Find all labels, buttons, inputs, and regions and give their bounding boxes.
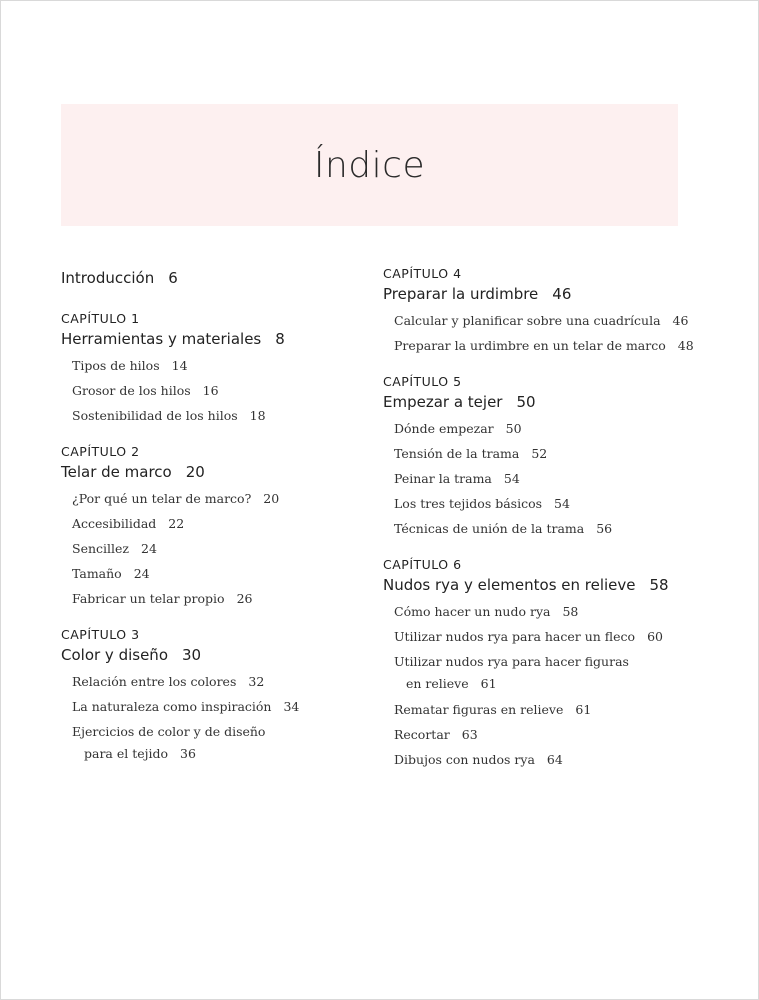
entry-text: Fabricar un telar propio [72,591,225,606]
chapter-title-text: Herramientas y materiales [61,330,262,348]
toc-entry[interactable] [61,536,361,561]
toc-entry[interactable] [383,722,713,747]
toc-intro[interactable] [61,266,361,291]
entry-text: Dibujos con nudos rya [394,752,535,767]
chapter-title-text: Preparar la urdimbre [383,285,539,303]
chapter-title[interactable] [383,282,713,306]
entry-text: ¿Por qué un telar de marco? [72,491,252,506]
entry-page: 54 [503,471,520,486]
chapter-label: CAPÍTULO 1 [61,311,140,326]
entry-text: Grosor de los hilos [72,383,191,398]
entry-page: 64 [546,752,563,767]
toc-entry[interactable] [383,516,713,541]
toc-entry[interactable] [383,491,713,516]
chapter-title[interactable] [61,327,361,351]
entry-text: Sencillez [72,541,129,556]
chapter-1 [61,311,361,428]
toc-entry[interactable] [61,486,361,511]
chapter-3 [61,627,361,767]
page-title: Índice [313,144,426,186]
chapter-label: CAPÍTULO 6 [383,557,462,572]
entry-page: 34 [283,699,300,714]
toc-left-column [61,266,361,767]
chapter-2 [61,444,361,611]
entry-text: Sostenibilidad de los hilos [72,408,238,423]
chapter-4 [383,266,713,358]
chapter-5 [383,374,713,541]
entry-text: Los tres tejidos básicos [394,496,543,511]
toc-right-column [383,266,713,772]
entry-page: 24 [141,541,157,556]
entry-page: 26 [236,591,253,606]
intro-label: Introducción [61,269,155,287]
entry-text: Cómo hacer un nudo rya [394,604,551,619]
entry-page: 56 [596,521,613,536]
chapter-title-text: Empezar a tejer [383,393,503,411]
chapter-title[interactable] [383,573,713,597]
chapter-label: CAPÍTULO 3 [61,627,140,642]
toc-entry[interactable] [383,599,713,624]
chapter-6 [383,557,713,772]
entry-page: 50 [505,421,522,436]
entry-text: Preparar la urdimbre en un telar de marco [394,338,666,353]
toc-entry[interactable] [61,586,361,611]
entry-page: 36 [180,746,196,761]
toc-entry[interactable] [61,353,361,378]
chapter-page: 50 [516,393,536,411]
chapter-label: CAPÍTULO 5 [383,374,462,389]
entry-text-continued: en relieve [406,676,469,691]
entry-page: 60 [647,629,663,644]
entry-text: Recortar [394,727,450,742]
chapter-title-text: Telar de marco [61,463,172,481]
entry-text: Relación entre los colores [72,674,237,689]
chapter-page: 58 [649,576,669,594]
entry-page: 63 [461,727,478,742]
entry-page: 22 [168,516,185,531]
chapter-page: 30 [182,646,202,664]
toc-entry[interactable] [383,416,713,441]
toc-entry[interactable] [61,694,361,719]
toc-entry[interactable] [383,308,713,333]
entry-page: 61 [575,702,592,717]
toc-entry[interactable] [61,561,361,586]
entry-text: Utilizar nudos rya para hacer figuras [394,654,629,669]
entry-page: 18 [249,408,266,423]
toc-entry[interactable] [61,719,361,767]
toc-entry[interactable] [383,649,713,697]
entry-page: 54 [554,496,570,511]
chapter-label: CAPÍTULO 4 [383,266,462,281]
entry-page: 20 [263,491,280,506]
entry-text: Rematar figuras en relieve [394,702,564,717]
entry-text: Tipos de hilos [72,358,160,373]
toc-entry[interactable] [383,624,713,649]
toc-entry[interactable] [383,747,713,772]
entry-text-continued: para el tejido [84,746,169,761]
title-banner [61,104,678,226]
chapter-page: 20 [185,463,205,481]
entry-page: 48 [677,338,694,353]
chapter-title[interactable] [61,460,361,484]
toc-entry[interactable] [383,333,713,358]
entry-text: Técnicas de unión de la trama [394,521,585,536]
entry-text: Tensión de la trama [394,446,520,461]
entry-page: 61 [480,676,497,691]
chapter-page: 46 [552,285,572,303]
entry-page: 52 [531,446,548,461]
toc-entry[interactable] [61,403,361,428]
entry-text: Calcular y planificar sobre una cuadrícula [394,313,661,328]
entry-page: 32 [248,674,265,689]
chapter-page: 8 [275,330,285,348]
entry-page: 16 [202,383,219,398]
entry-text: Utilizar nudos rya para hacer un fleco [394,629,636,644]
chapter-title-text: Nudos rya y elementos en relieve [383,576,636,594]
entry-page: 24 [133,566,150,581]
entry-text: Tamaño [72,566,122,581]
toc-entry[interactable] [61,669,361,694]
toc-entry[interactable] [61,378,361,403]
chapter-label: CAPÍTULO 2 [61,444,140,459]
intro-page: 6 [168,269,178,287]
chapter-title[interactable] [383,390,713,414]
entry-text: Accesibilidad [72,516,157,531]
toc-entry[interactable] [61,511,361,536]
entry-page: 46 [672,313,689,328]
toc-entry[interactable] [383,697,713,722]
entry-page: 14 [171,358,188,373]
entry-text: Dónde empezar [394,421,494,436]
chapter-title[interactable] [61,643,361,667]
toc-entry[interactable] [383,466,713,491]
entry-text: Ejercicios de color y de diseño [72,724,266,739]
entry-page: 58 [562,604,579,619]
entry-text: Peinar la trama [394,471,492,486]
entry-text: La naturaleza como inspiración [72,699,272,714]
toc-entry[interactable] [383,441,713,466]
chapter-title-text: Color y diseño [61,646,168,664]
